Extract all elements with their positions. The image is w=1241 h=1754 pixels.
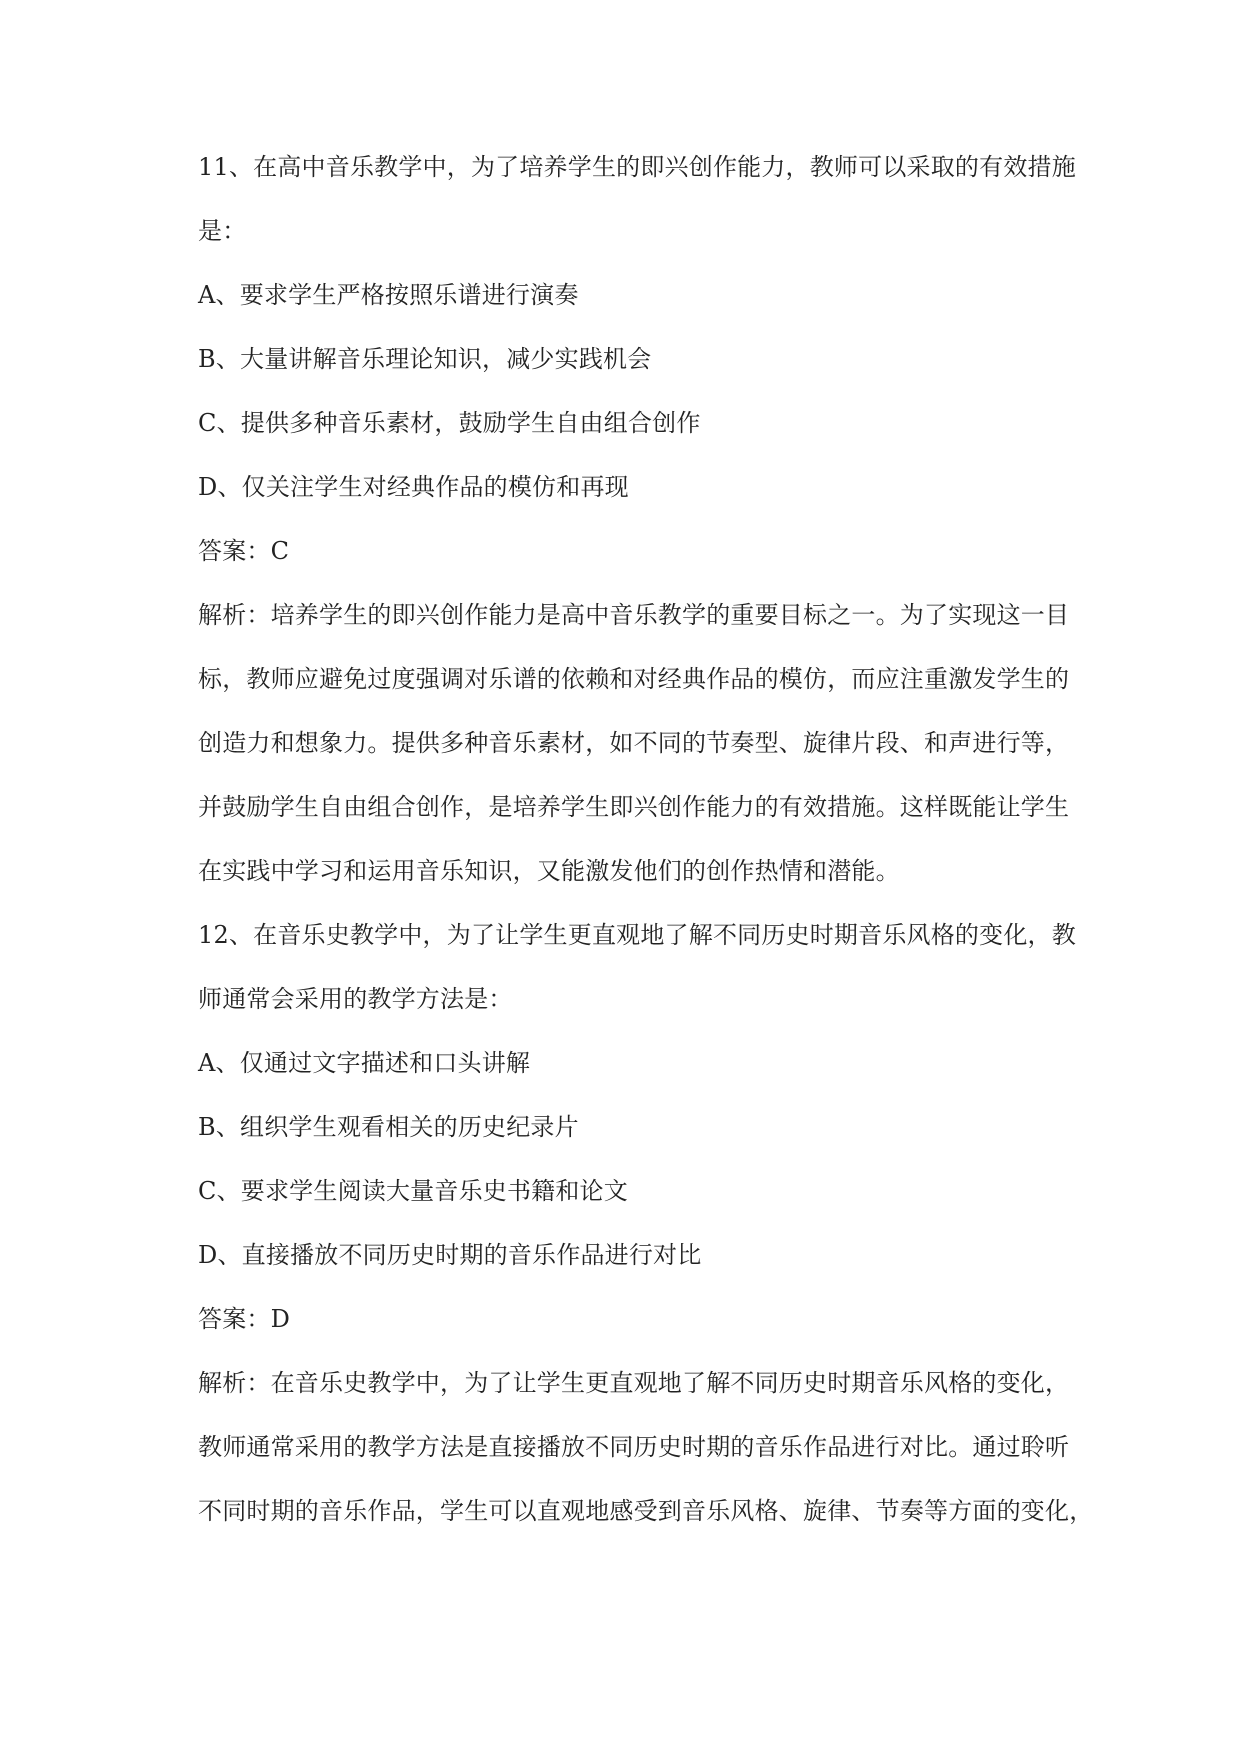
document-content xyxy=(198,135,1113,1543)
analysis-line: 不同时期的音乐作品，学生可以直观地感受到音乐风格、旋律、节奏等方面的变化， xyxy=(198,1497,1094,1525)
answer: 答案：C xyxy=(198,537,290,565)
option-c: C、要求学生阅读大量音乐史书籍和论文 xyxy=(198,1177,628,1205)
analysis-line: 并鼓励学生自由组合创作，是培养学生即兴创作能力的有效措施。这样既能让学生 xyxy=(198,793,1070,821)
analysis-line: 创造力和想象力。提供多种音乐素材，如不同的节奏型、旋律片段、和声进行等， xyxy=(198,729,1070,757)
option-b: B、组织学生观看相关的历史纪录片 xyxy=(198,1113,579,1141)
analysis-line: 解析：培养学生的即兴创作能力是高中音乐教学的重要目标之一。为了实现这一目 xyxy=(198,601,1070,629)
option-d: D、直接播放不同历史时期的音乐作品进行对比 xyxy=(198,1241,702,1269)
question-stem-line: 是： xyxy=(198,217,247,245)
option-a: A、仅通过文字描述和口头讲解 xyxy=(198,1049,531,1077)
question-stem-line: 11、在高中音乐教学中，为了培养学生的即兴创作能力，教师可以采取的有效措施 xyxy=(198,153,1076,181)
analysis-line: 标，教师应避免过度强调对乐谱的依赖和对经典作品的模仿，而应注重激发学生的 xyxy=(198,665,1070,693)
analysis-line: 在实践中学习和运用音乐知识，又能激发他们的创作热情和潜能。 xyxy=(198,857,900,885)
question-11 xyxy=(198,135,1113,903)
option-a: A、要求学生严格按照乐谱进行演奏 xyxy=(198,281,579,309)
option-b: B、大量讲解音乐理论知识，减少实践机会 xyxy=(198,345,652,373)
question-12 xyxy=(198,903,1113,1543)
analysis-line: 教师通常采用的教学方法是直接播放不同历史时期的音乐作品进行对比。通过聆听 xyxy=(198,1433,1070,1461)
question-stem-line: 师通常会采用的教学方法是： xyxy=(198,985,513,1013)
question-stem-line: 12、在音乐史教学中，为了让学生更直观地了解不同历史时期音乐风格的变化，教 xyxy=(198,921,1076,949)
analysis-line: 解析：在音乐史教学中，为了让学生更直观地了解不同历史时期音乐风格的变化， xyxy=(198,1369,1070,1397)
option-d: D、仅关注学生对经典作品的模仿和再现 xyxy=(198,473,629,501)
option-c: C、提供多种音乐素材，鼓励学生自由组合创作 xyxy=(198,409,701,437)
answer: 答案：D xyxy=(198,1305,291,1333)
